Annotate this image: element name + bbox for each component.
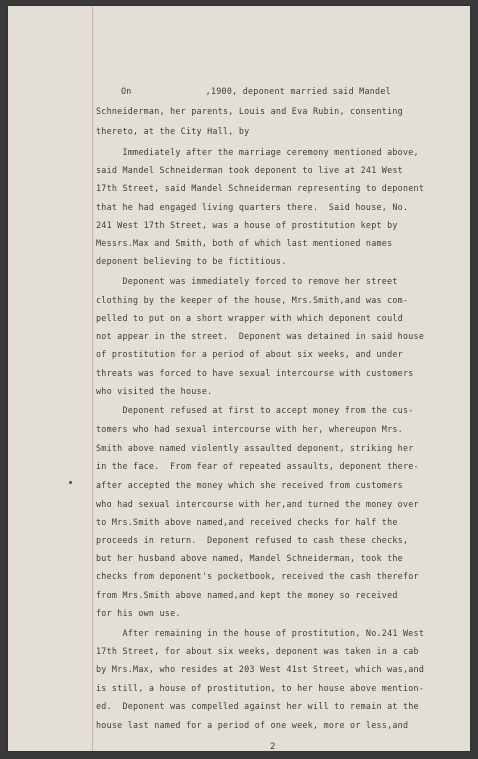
line-32: by Mrs.Max, who resides at 203 West 41st Street, which was,and bbox=[96, 664, 425, 674]
line-25: proceeds in return. Deponent refused to cash these checks, bbox=[96, 535, 409, 545]
line-35: house last named for a period of one week, more or less,and bbox=[96, 720, 409, 730]
line-31: 17th Street, for about six weeks, deponent was taken in a cab bbox=[96, 646, 419, 656]
line-12: clothing by the keeper of the house, Mrs.Smith,and was com- bbox=[96, 295, 409, 305]
line-6: 17th Street, said Mandel Schneiderman representing to deponent bbox=[96, 183, 425, 193]
line-30: After remaining in the house of prostitution, No.241 West bbox=[96, 628, 425, 638]
line-34: ed. Deponent was compelled against her will to remain at the bbox=[96, 701, 419, 711]
line-13: pelled to put on a short wrapper with which deponent could bbox=[96, 313, 403, 323]
line-11: Deponent was immediately forced to remove her street bbox=[96, 276, 398, 286]
line-9: Messrs.Max and Smith, both of which last mentioned names bbox=[96, 238, 393, 248]
line-5: said Mandel Schneiderman took deponent to live at 241 West bbox=[96, 165, 403, 175]
line-8: 241 West 17th Street, was a house of prostitution kept by bbox=[96, 220, 398, 230]
line-29: for his own use. bbox=[96, 608, 181, 618]
line-23: who had sexual intercourse with her,and turned the money over bbox=[96, 499, 419, 509]
line-21: in the face. From fear of repeated assaults, deponent there- bbox=[96, 461, 419, 471]
margin-dot bbox=[69, 481, 72, 484]
line-26: but her husband above named, Mandel Schneiderman, took the bbox=[96, 553, 403, 563]
document-page bbox=[8, 6, 470, 751]
line-20: Smith above named violently assaulted deponent, striking her bbox=[96, 443, 414, 453]
line-10: deponent believing to be fictitious. bbox=[96, 256, 287, 266]
line-24: to Mrs.Smith above named,and received checks for half the bbox=[96, 517, 398, 527]
line-18: Deponent refused at first to accept money from the cus- bbox=[96, 405, 414, 415]
line-14: not appear in the street. Deponent was detained in said house bbox=[96, 331, 425, 341]
line-17: who visited the house. bbox=[96, 386, 213, 396]
line-22: after accepted the money which she received from customers bbox=[96, 480, 403, 490]
line-19: tomers who had sexual intercourse with her, whereupon Mrs. bbox=[96, 424, 403, 434]
page-number: 2 bbox=[270, 742, 276, 751]
line-16: threats was forced to have sexual intercourse with customers bbox=[96, 368, 414, 378]
line-15: of prostitution for a period of about six weeks, and under bbox=[96, 349, 403, 359]
line-1: On ,1900, deponent married said Mandel bbox=[121, 86, 391, 96]
line-33: is still, a house of prostitution, to her house above mention- bbox=[96, 683, 425, 693]
line-28: from Mrs.Smith above named,and kept the money so received bbox=[96, 590, 398, 600]
line-7: that he had engaged living quarters there. Said house, No. bbox=[96, 202, 409, 212]
line-3: thereto, at the City Hall, by bbox=[96, 126, 250, 136]
document-body bbox=[8, 6, 470, 751]
line-27: checks from deponent's pocketbook, received the cash therefor bbox=[96, 571, 419, 581]
line-4: Immediately after the marriage ceremony mentioned above, bbox=[96, 147, 419, 157]
line-2: Schneiderman, her parents, Louis and Eva Rubin, consenting bbox=[96, 106, 403, 116]
